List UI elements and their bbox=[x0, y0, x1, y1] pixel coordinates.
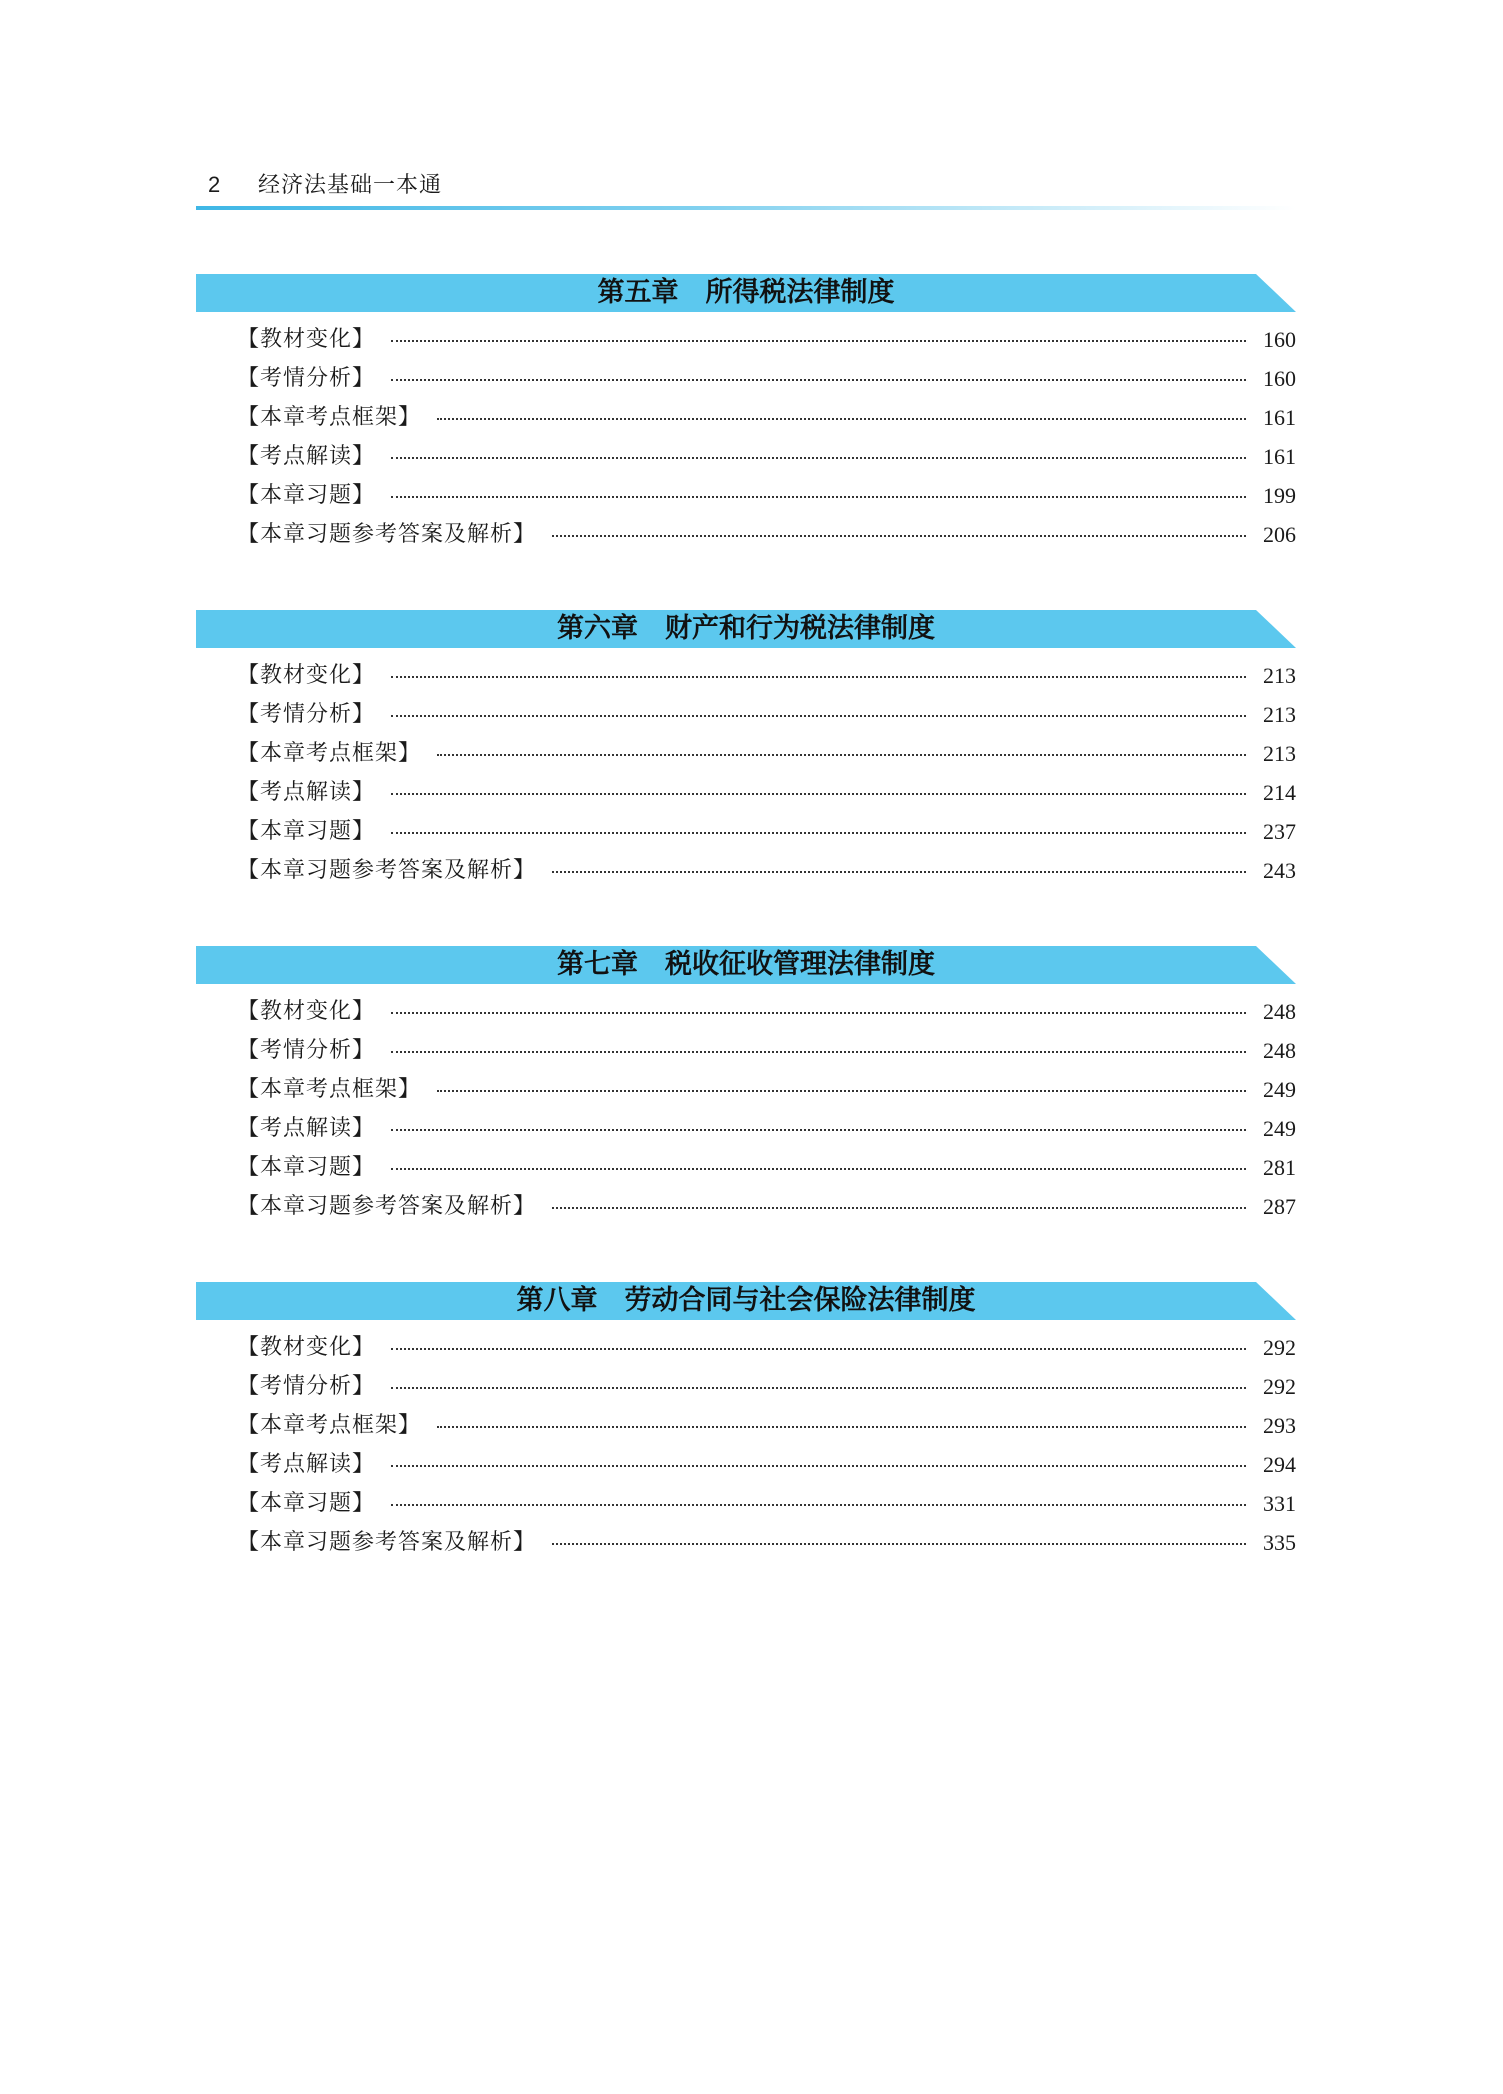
toc-entry-page: 281 bbox=[1263, 1155, 1296, 1180]
dot-leader bbox=[552, 535, 1246, 537]
toc-entry-label: 【教材变化】 bbox=[237, 999, 376, 1024]
chapter-banner bbox=[196, 274, 1296, 312]
toc-entry-label: 【本章习题】 bbox=[237, 1491, 376, 1516]
toc-entry[interactable] bbox=[237, 695, 1296, 734]
toc-entry-page: 335 bbox=[1263, 1530, 1296, 1555]
toc-entry[interactable] bbox=[237, 1187, 1296, 1226]
toc-entry-label: 【教材变化】 bbox=[237, 663, 376, 688]
dot-leader bbox=[552, 1543, 1246, 1545]
dot-leader bbox=[391, 1012, 1246, 1014]
running-header bbox=[196, 166, 1296, 210]
toc-entry-page: 292 bbox=[1263, 1335, 1296, 1360]
chapter-section-6 bbox=[196, 610, 1296, 890]
chapter-title: 第七章 税收征收管理法律制度 bbox=[557, 949, 935, 980]
toc-entry-label: 【考点解读】 bbox=[237, 780, 376, 805]
chapter-section-8 bbox=[196, 1282, 1296, 1562]
toc-entry[interactable] bbox=[237, 812, 1296, 851]
chapter-banner bbox=[196, 1282, 1296, 1320]
header-text bbox=[208, 170, 442, 201]
toc-entry[interactable] bbox=[237, 1031, 1296, 1070]
header-book-title: 经济法基础一本通 bbox=[258, 173, 443, 198]
dot-leader bbox=[552, 871, 1246, 873]
header-page-number: 2 bbox=[208, 172, 221, 197]
dot-leader bbox=[552, 1207, 1246, 1209]
toc-entry-page: 213 bbox=[1263, 663, 1296, 688]
toc-entry-label: 【本章习题】 bbox=[237, 1155, 376, 1180]
toc-entry[interactable] bbox=[237, 1523, 1296, 1562]
toc-entry-page: 213 bbox=[1263, 702, 1296, 727]
toc-list bbox=[196, 1328, 1296, 1562]
toc-entry-label: 【考情分析】 bbox=[237, 366, 376, 391]
toc-entry-page: 213 bbox=[1263, 741, 1296, 766]
toc-entry-label: 【本章习题参考答案及解析】 bbox=[237, 1194, 537, 1219]
toc-entry-label: 【教材变化】 bbox=[237, 327, 376, 352]
dot-leader bbox=[391, 715, 1246, 717]
toc-entry-page: 199 bbox=[1263, 483, 1296, 508]
toc-entry[interactable] bbox=[237, 773, 1296, 812]
toc-entry-page: 237 bbox=[1263, 819, 1296, 844]
chapter-title: 第五章 所得税法律制度 bbox=[597, 277, 895, 308]
toc-entry-page: 293 bbox=[1263, 1413, 1296, 1438]
chapter-section-5 bbox=[196, 274, 1296, 554]
toc-entry[interactable] bbox=[237, 320, 1296, 359]
dot-leader bbox=[437, 1090, 1246, 1092]
toc-entry-page: 292 bbox=[1263, 1374, 1296, 1399]
toc-entry-label: 【考点解读】 bbox=[237, 444, 376, 469]
toc-entry-page: 206 bbox=[1263, 522, 1296, 547]
dot-leader bbox=[437, 1426, 1246, 1428]
toc-entry[interactable] bbox=[237, 437, 1296, 476]
dot-leader bbox=[437, 418, 1246, 420]
toc-list bbox=[196, 320, 1296, 554]
chapter-banner bbox=[196, 610, 1296, 648]
toc-entry[interactable] bbox=[237, 992, 1296, 1031]
toc-entry[interactable] bbox=[237, 1148, 1296, 1187]
dot-leader bbox=[391, 496, 1246, 498]
toc-entry-page: 243 bbox=[1263, 858, 1296, 883]
toc-entry-label: 【考情分析】 bbox=[237, 702, 376, 727]
toc-entry[interactable] bbox=[237, 1406, 1296, 1445]
toc-entry-page: 249 bbox=[1263, 1116, 1296, 1141]
toc-entry-page: 287 bbox=[1263, 1194, 1296, 1219]
toc-entry-label: 【本章习题参考答案及解析】 bbox=[237, 522, 537, 547]
toc-entry-page: 331 bbox=[1263, 1491, 1296, 1516]
dot-leader bbox=[391, 457, 1246, 459]
toc-entry-label: 【考点解读】 bbox=[237, 1452, 376, 1477]
dot-leader bbox=[391, 793, 1246, 795]
toc-entry-label: 【本章考点框架】 bbox=[237, 741, 422, 766]
toc-entry-label: 【本章考点框架】 bbox=[237, 1077, 422, 1102]
toc-entry[interactable] bbox=[237, 1070, 1296, 1109]
toc-entry[interactable] bbox=[237, 515, 1296, 554]
toc-entry-label: 【考点解读】 bbox=[237, 1116, 376, 1141]
dot-leader bbox=[391, 1387, 1246, 1389]
toc-entry-label: 【考情分析】 bbox=[237, 1038, 376, 1063]
toc-entry-page: 160 bbox=[1263, 327, 1296, 352]
toc-entry-label: 【本章考点框架】 bbox=[237, 405, 422, 430]
chapter-section-7 bbox=[196, 946, 1296, 1226]
toc-entry-page: 249 bbox=[1263, 1077, 1296, 1102]
toc-entry-label: 【本章习题参考答案及解析】 bbox=[237, 858, 537, 883]
chapter-title: 第六章 财产和行为税法律制度 bbox=[557, 613, 935, 644]
toc-entry-label: 【本章考点框架】 bbox=[237, 1413, 422, 1438]
dot-leader bbox=[391, 1129, 1246, 1131]
toc-entry[interactable] bbox=[237, 476, 1296, 515]
toc-entry[interactable] bbox=[237, 1328, 1296, 1367]
dot-leader bbox=[391, 832, 1246, 834]
dot-leader bbox=[391, 1168, 1246, 1170]
toc-list bbox=[196, 992, 1296, 1226]
toc-entry[interactable] bbox=[237, 1445, 1296, 1484]
dot-leader bbox=[391, 1348, 1246, 1350]
toc-entry-label: 【本章习题参考答案及解析】 bbox=[237, 1530, 537, 1555]
dot-leader bbox=[391, 1465, 1246, 1467]
dot-leader bbox=[437, 754, 1246, 756]
toc-entry-page: 160 bbox=[1263, 366, 1296, 391]
toc-entry-page: 294 bbox=[1263, 1452, 1296, 1477]
toc-entry[interactable] bbox=[237, 1484, 1296, 1523]
toc-entry[interactable] bbox=[237, 1367, 1296, 1406]
dot-leader bbox=[391, 676, 1246, 678]
toc-entry-label: 【教材变化】 bbox=[237, 1335, 376, 1360]
toc-entry-label: 【本章习题】 bbox=[237, 819, 376, 844]
toc-entry-label: 【考情分析】 bbox=[237, 1374, 376, 1399]
dot-leader bbox=[391, 1504, 1246, 1506]
dot-leader bbox=[391, 379, 1246, 381]
toc-entry[interactable] bbox=[237, 398, 1296, 437]
chapter-title: 第八章 劳动合同与社会保险法律制度 bbox=[516, 1285, 976, 1316]
chapter-banner bbox=[196, 946, 1296, 984]
toc-entry-page: 161 bbox=[1263, 444, 1296, 469]
dot-leader bbox=[391, 340, 1246, 342]
toc-entry[interactable] bbox=[237, 1109, 1296, 1148]
toc-entry[interactable] bbox=[237, 734, 1296, 773]
header-rule bbox=[196, 206, 1296, 210]
dot-leader bbox=[391, 1051, 1246, 1053]
toc-entry[interactable] bbox=[237, 656, 1296, 695]
toc-entry-page: 248 bbox=[1263, 999, 1296, 1024]
toc-entry-page: 248 bbox=[1263, 1038, 1296, 1063]
toc-entry-page: 214 bbox=[1263, 780, 1296, 805]
toc-list bbox=[196, 656, 1296, 890]
toc-entry[interactable] bbox=[237, 851, 1296, 890]
toc-entry-page: 161 bbox=[1263, 405, 1296, 430]
toc-entry-label: 【本章习题】 bbox=[237, 483, 376, 508]
toc-entry[interactable] bbox=[237, 359, 1296, 398]
